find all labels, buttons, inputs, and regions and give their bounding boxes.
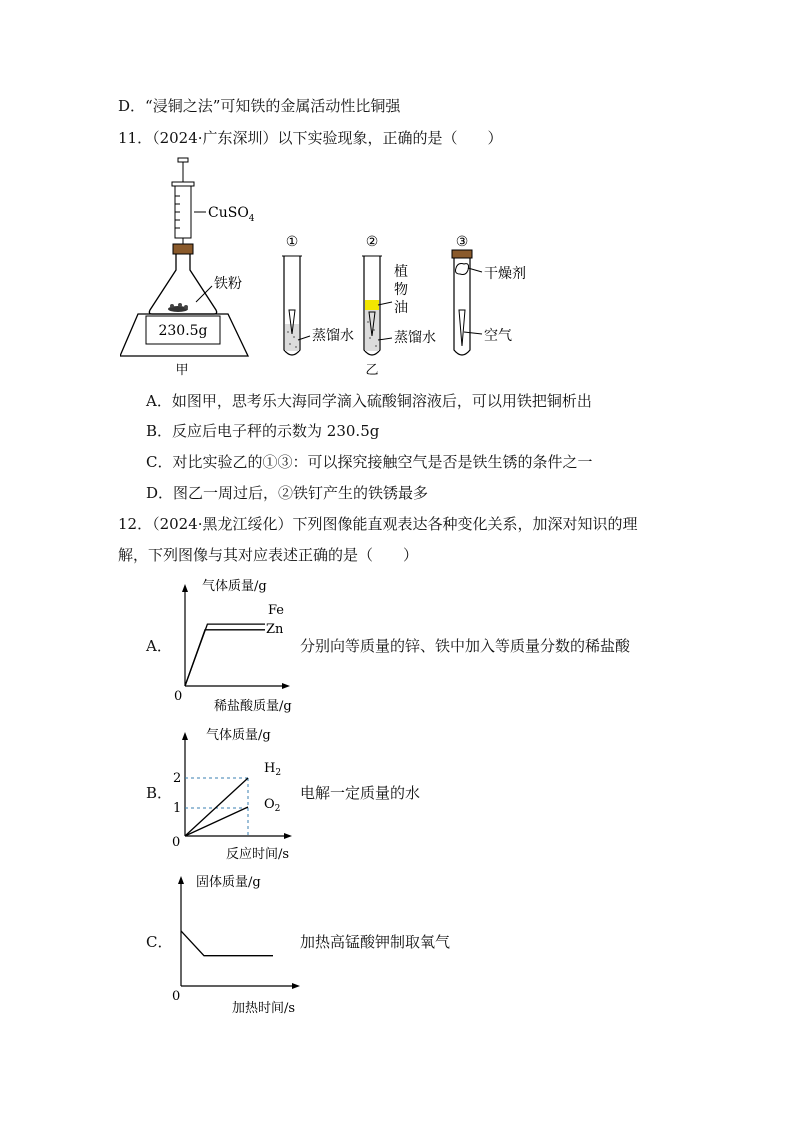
vegetable-oil-layer: [365, 300, 379, 310]
figure-label-yi: 乙: [365, 363, 379, 378]
q12-stem-line2: 解，下列图像与其对应表述正确的是（ ）: [118, 546, 419, 564]
chart-a-line-zn: [185, 630, 265, 686]
q10-option-d: D．“浸铜之法”可知铁的金属活动性比铜强: [118, 97, 401, 115]
tube-1-label: ①: [285, 234, 299, 250]
q12-chart-c-desc: 加热高锰酸钾制取氧气: [300, 933, 451, 951]
q12-option-b-label: B．: [146, 784, 173, 802]
tube-3-stopper: [452, 250, 472, 258]
q12-chart-b-desc: 电解一定质量的水: [300, 784, 421, 802]
chart-b: [168, 722, 300, 864]
chart-a-ylabel: 气体质量/g: [202, 579, 267, 594]
desiccant-label: 干燥剂: [484, 266, 526, 282]
chart-b-tick-1: 1: [173, 801, 182, 816]
figure-label-jia: 甲: [175, 363, 189, 378]
q11-figure: [120, 152, 580, 384]
distilled-water-label-2: 蒸馏水: [394, 330, 436, 346]
syringe: [172, 158, 194, 246]
balance-reading: 230.5g: [158, 323, 208, 339]
chart-a-legend-zn: Zn: [266, 622, 284, 637]
iron-powder-label: 铁粉: [214, 276, 242, 292]
conical-flask: [149, 254, 216, 314]
q12-chart-a-desc: 分别向等质量的锌、铁中加入等质量分数的稀盐酸: [300, 637, 631, 655]
chart-c-xlabel: 加热时间/s: [232, 1001, 296, 1016]
chart-a-origin: 0: [174, 689, 183, 704]
q11-option-d: D．图乙一周过后，②铁钉产生的铁锈最多: [146, 484, 429, 502]
chart-a-legend-fe: Fe: [268, 603, 285, 618]
q12-stem-line1: 12．（2024·黑龙江绥化）下列图像能直观表达各种变化关系，加深对知识的理: [118, 515, 638, 533]
veg-oil-char-1: 植: [394, 264, 408, 280]
q12-option-c-label: C．: [146, 933, 173, 951]
tube-2-label: ②: [365, 234, 379, 250]
q12-option-a-label: A．: [146, 637, 172, 655]
veg-oil-char-2: 物: [394, 282, 408, 298]
chart-c-ylabel: 固体质量/g: [196, 875, 261, 890]
reagent-label: CuSO$_4$: [208, 205, 255, 224]
chart-a-line-fe: [185, 624, 265, 686]
q11-option-b: B．反应后电子秤的示数为 230.5g: [146, 422, 380, 440]
distilled-water-label-1: 蒸馏水: [312, 328, 354, 344]
veg-oil-char-3: 油: [394, 300, 408, 316]
q11-stem: 11．（2024·广东深圳）以下实验现象，正确的是（ ）: [118, 129, 503, 147]
chart-a-xlabel: 稀盐酸质量/g: [214, 699, 292, 714]
chart-b-line-o2: [185, 807, 248, 836]
chart-c-line: [181, 931, 273, 956]
tube-3-label: ③: [455, 234, 469, 250]
chart-b-ylabel: 气体质量/g: [206, 728, 271, 743]
rubber-stopper: [173, 244, 193, 254]
chart-b-origin: 0: [172, 835, 181, 850]
chart-c-origin: 0: [172, 989, 181, 1004]
q11-option-a: A．如图甲，思考乐大海同学滴入硫酸铜溶液后，可以用铁把铜析出: [146, 392, 592, 410]
chart-b-legend-o2: $O_2$: [264, 797, 281, 814]
chart-b-xlabel: 反应时间/s: [226, 847, 290, 862]
iron-nail-3: [459, 310, 465, 346]
q11-option-c: C．对比实验乙的①③：可以探究接触空气是否是铁生锈的条件之一: [146, 453, 593, 471]
chart-b-line-h2: [185, 778, 248, 836]
chart-a: [168, 574, 298, 716]
desiccant-cotton: [456, 264, 469, 275]
chart-b-legend-h2: $H_2$: [264, 761, 282, 778]
air-label: 空气: [484, 328, 512, 344]
chart-c: [166, 868, 306, 1018]
iron-powder: [168, 303, 188, 312]
chart-b-tick-2: 2: [173, 771, 182, 786]
